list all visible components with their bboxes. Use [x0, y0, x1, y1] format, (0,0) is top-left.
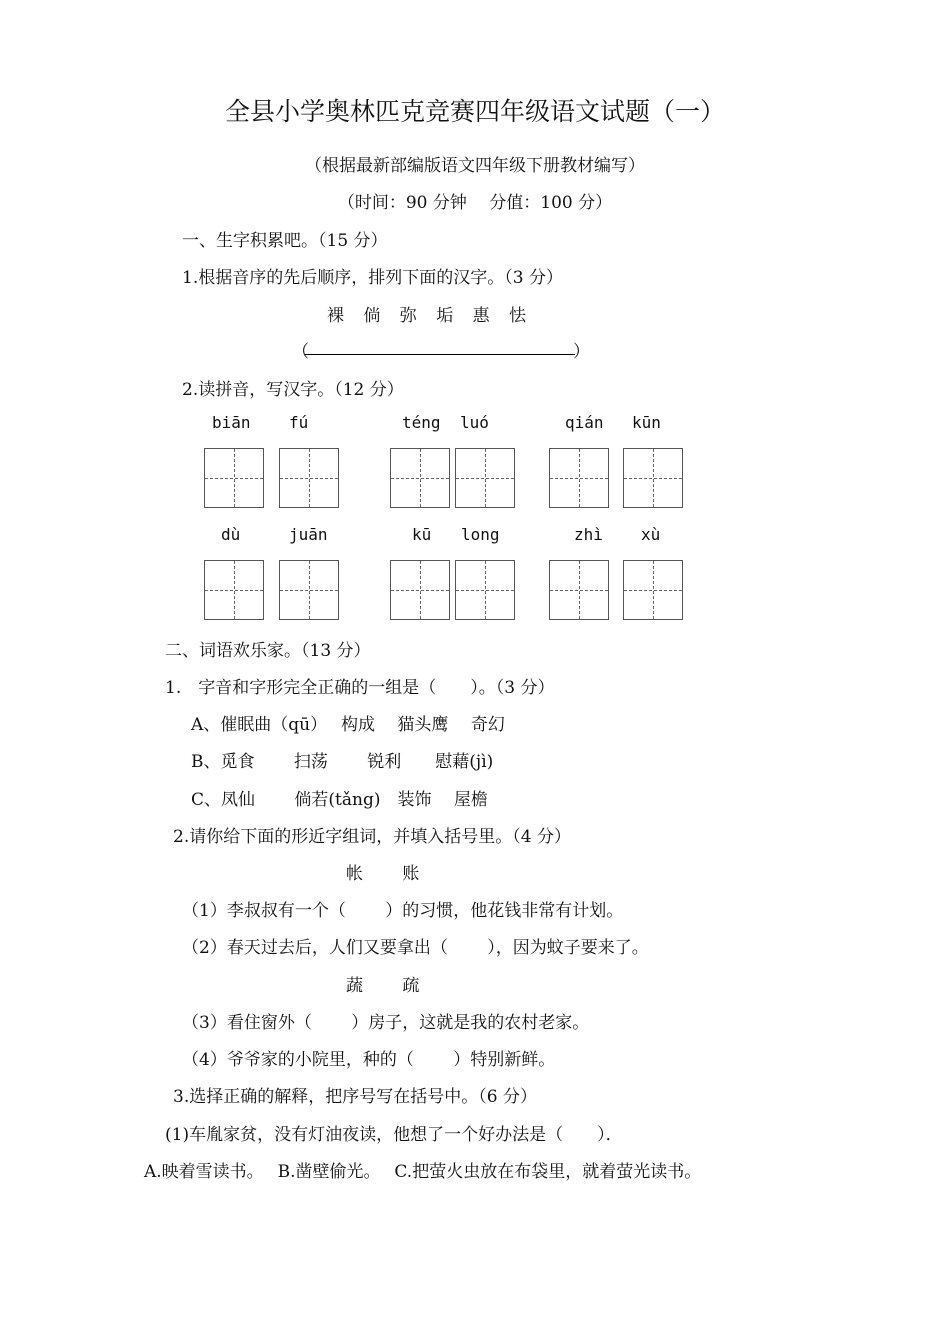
- writing-grid-box[interactable]: [455, 560, 515, 620]
- sentence-2: （2）春天过去后，人们又要拿出（ ），因为蚊子要来了。: [182, 938, 649, 958]
- pinyin-label: long: [461, 525, 500, 544]
- option-b: B、觅食 扫荡 锐利 慰藉(jì): [191, 752, 494, 772]
- page-subtitle: （根据最新部编版语文四年级下册教材编写）: [305, 156, 645, 176]
- writing-grid-box[interactable]: [390, 448, 450, 508]
- writing-grid-box[interactable]: [279, 448, 339, 508]
- question-1-2: 2.读拼音，写汉字。（12 分）: [182, 380, 404, 400]
- writing-grid-box[interactable]: [279, 560, 339, 620]
- time-score-info: （时间：90 分钟 分值：100 分）: [337, 193, 613, 213]
- question-1-1: 1.根据音序的先后顺序，排列下面的汉字。（3 分）: [182, 268, 563, 288]
- writing-grid-box[interactable]: [623, 560, 683, 620]
- writing-grid-box[interactable]: [623, 448, 683, 508]
- pinyin-label: dù: [221, 525, 241, 544]
- answer-blank-line[interactable]: [305, 354, 575, 355]
- question-2-3-1-options: A.映着雪读书。 B.凿壁偷光。 C.把萤火虫放在布袋里，就着萤光读书。: [144, 1162, 702, 1182]
- writing-grid-box[interactable]: [390, 560, 450, 620]
- pinyin-label: kūn: [632, 413, 661, 432]
- writing-grid-box[interactable]: [549, 560, 609, 620]
- sentence-4: （4）爷爷家的小院里，种的（ ）特别新鲜。: [182, 1050, 556, 1070]
- pinyin-label: luó: [460, 413, 489, 432]
- char-pair-2: 蔬 疏: [346, 976, 420, 996]
- sentence-3: （3）看住窗外（ ）房子，这就是我的农村老家。: [182, 1013, 590, 1033]
- question-2-2: 2.请你给下面的形近字组词，并填入括号里。（4 分）: [173, 827, 571, 847]
- characters-to-sort: 裸 倘 弥 垢 惠 怯: [327, 306, 527, 326]
- pinyin-label: xù: [641, 525, 661, 544]
- sentence-1: （1）李叔叔有一个（ ）的习惯，他花钱非常有计划。: [182, 901, 624, 921]
- option-a: A、催眠曲（qū） 构成 猫头鹰 奇幻: [191, 715, 505, 735]
- pinyin-label: fú: [289, 413, 309, 432]
- option-c: C、凤仙 倘若(tǎng) 装饰 屋檐: [191, 790, 488, 810]
- answer-close-paren: ）: [573, 342, 590, 362]
- pinyin-label: juān: [289, 525, 328, 544]
- writing-grid-box[interactable]: [455, 448, 515, 508]
- answer-open-paren: （: [292, 342, 309, 362]
- page-title: 全县小学奥林匹克竞赛四年级语文试题（一）: [224, 97, 725, 126]
- char-pair-1: 帐 账: [346, 864, 420, 884]
- pinyin-label: qián: [565, 413, 604, 432]
- section-1-heading: 一、生字积累吧。（15 分）: [182, 231, 388, 251]
- writing-grid-box[interactable]: [549, 448, 609, 508]
- pinyin-label: zhì: [574, 525, 603, 544]
- section-2-heading: 二、词语欢乐家。（13 分）: [165, 641, 371, 661]
- pinyin-label: téng: [402, 413, 441, 432]
- question-2-1: 1. 字音和字形完全正确的一组是（ ）。（3 分）: [165, 678, 555, 698]
- question-2-3-1: (1)车胤家贫，没有灯油夜读，他想了一个好办法是（ ）．: [165, 1125, 623, 1145]
- pinyin-label: kū: [412, 525, 432, 544]
- writing-grid-box[interactable]: [204, 560, 264, 620]
- question-2-3: 3.选择正确的解释，把序号写在括号中。（6 分）: [173, 1087, 537, 1107]
- pinyin-label: biān: [212, 413, 251, 432]
- writing-grid-box[interactable]: [204, 448, 264, 508]
